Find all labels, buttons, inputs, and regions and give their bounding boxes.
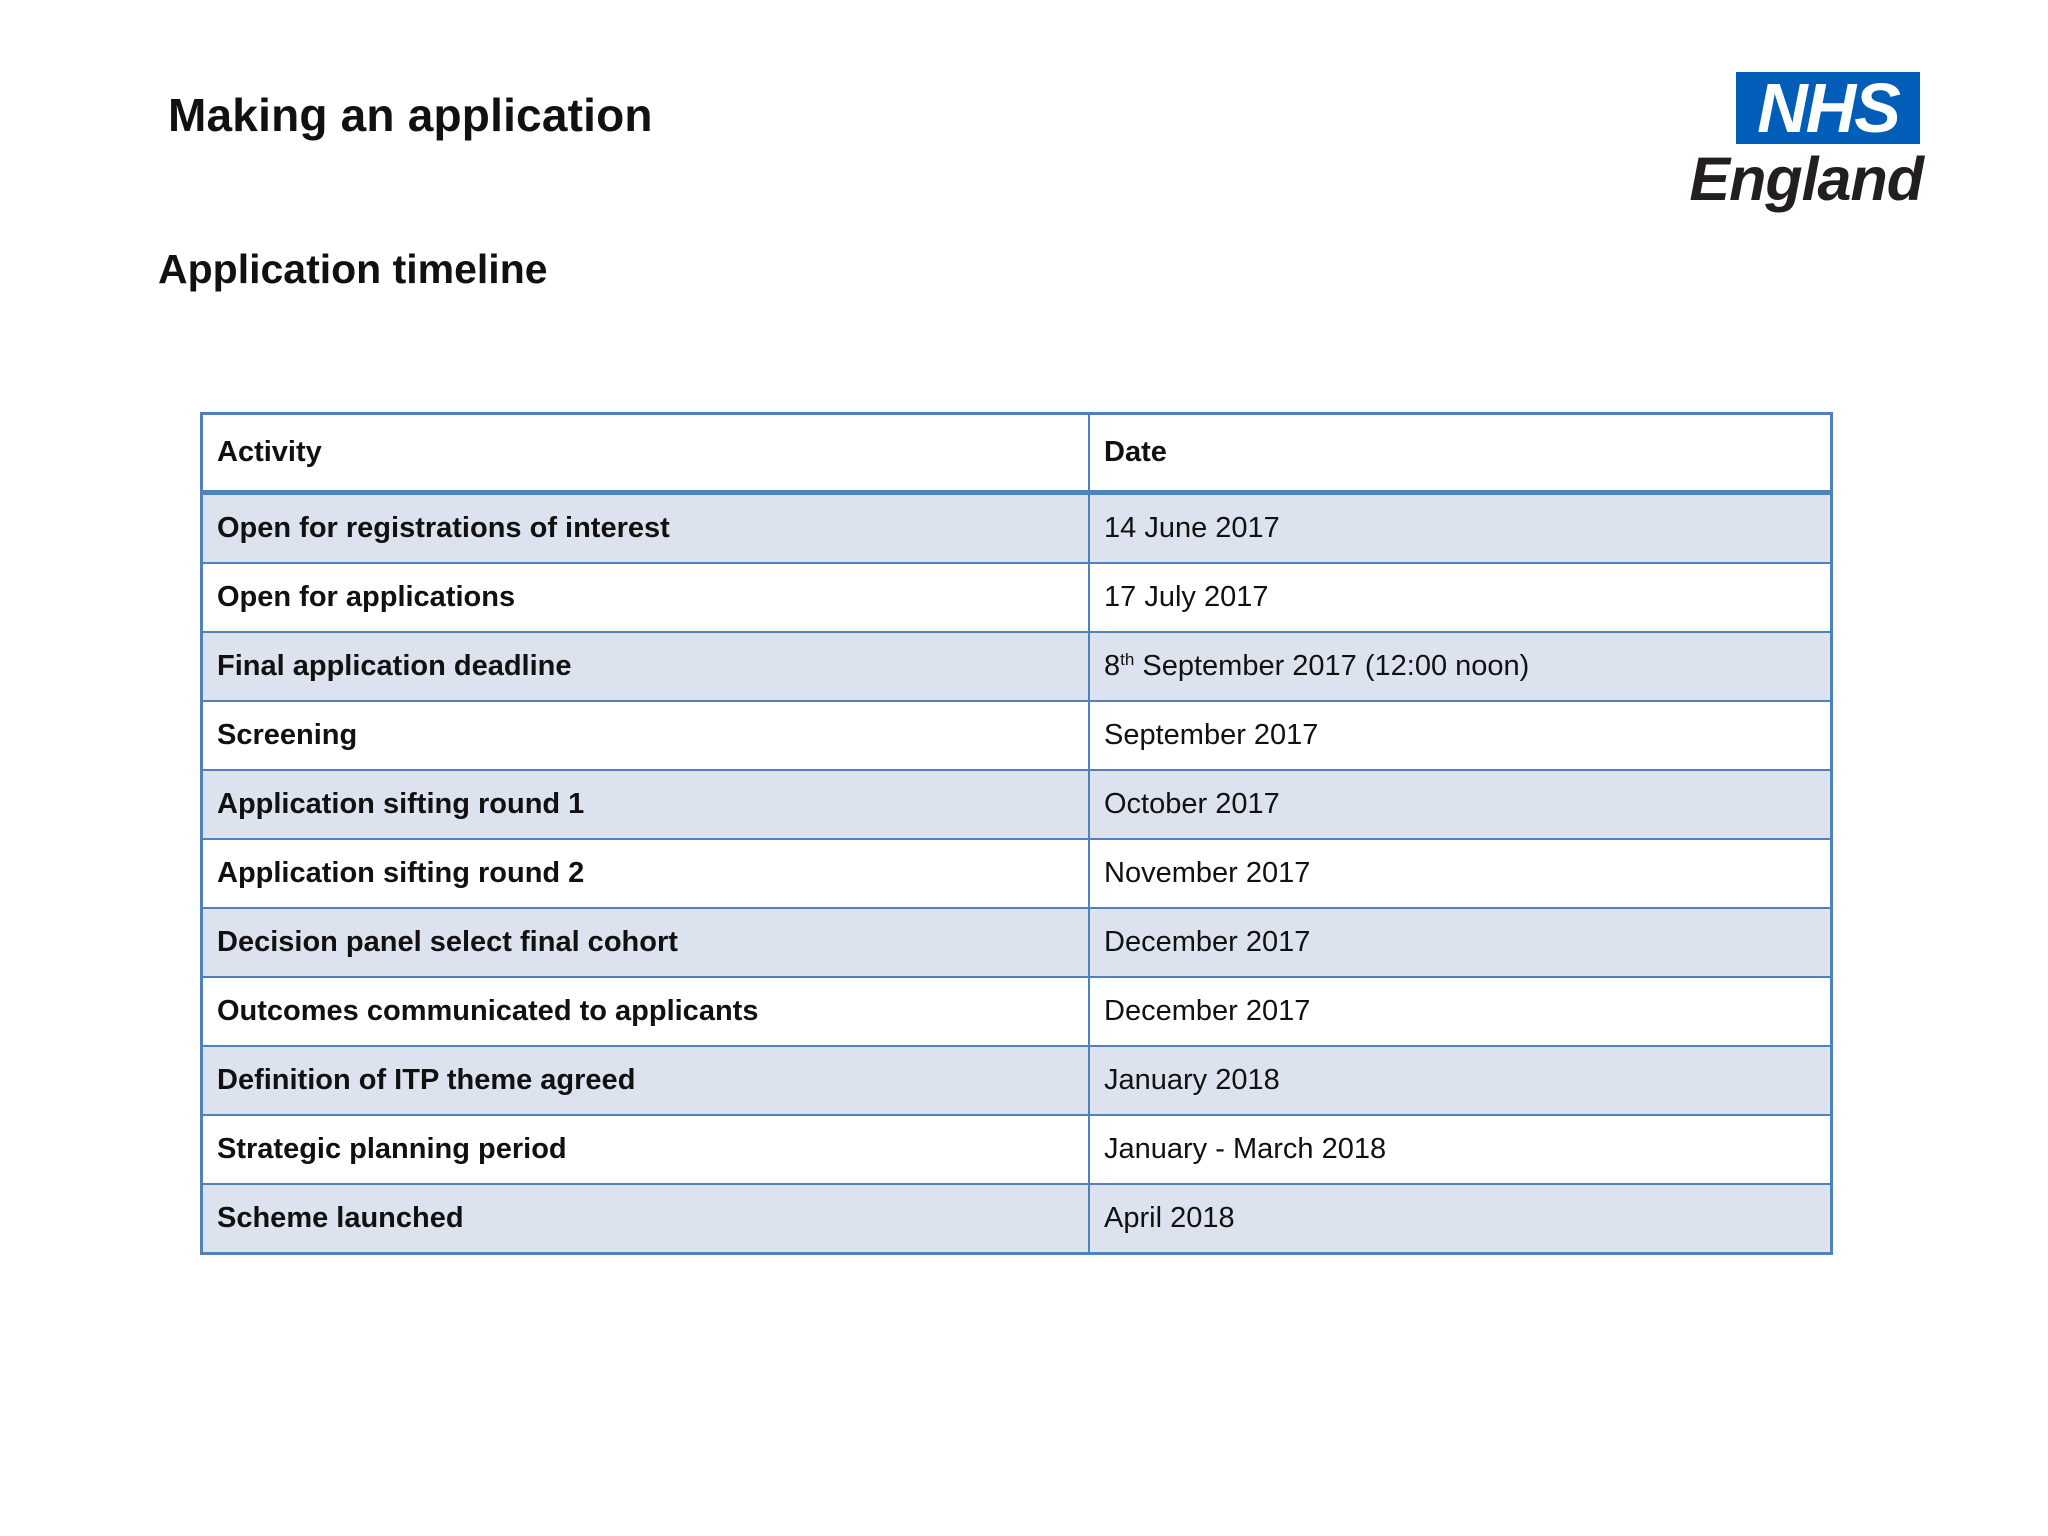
activity-cell: Application sifting round 2 xyxy=(202,839,1090,908)
date-cell: 14 June 2017 xyxy=(1089,493,1832,564)
table-row xyxy=(202,977,1832,1046)
section-title: Application timeline xyxy=(158,246,548,292)
date-cell: December 2017 xyxy=(1089,908,1832,977)
activity-cell: Scheme launched xyxy=(202,1184,1090,1254)
date-cell: September 2017 xyxy=(1089,701,1832,770)
date-cell xyxy=(1089,632,1832,701)
nhs-england-logo xyxy=(1683,69,1923,214)
column-header-activity: Activity xyxy=(202,414,1090,493)
activity-cell: Outcomes communicated to applicants xyxy=(202,977,1090,1046)
date-cell: 17 July 2017 xyxy=(1089,563,1832,632)
activity-cell: Strategic planning period xyxy=(202,1115,1090,1184)
table-row xyxy=(202,563,1832,632)
table-row xyxy=(202,701,1832,770)
application-timeline-table xyxy=(200,412,1833,1255)
date-day: 8 xyxy=(1104,650,1121,682)
table-row xyxy=(202,1046,1832,1115)
date-cell: December 2017 xyxy=(1089,977,1832,1046)
table-row xyxy=(202,770,1832,839)
table-row xyxy=(202,493,1832,564)
activity-cell: Final application deadline xyxy=(202,632,1090,701)
date-cell: October 2017 xyxy=(1089,770,1832,839)
table-row xyxy=(202,632,1832,701)
activity-cell: Application sifting round 1 xyxy=(202,770,1090,839)
activity-cell: Open for applications xyxy=(202,563,1090,632)
table-row xyxy=(202,908,1832,977)
date-rest: September 2017 (12:00 noon) xyxy=(1134,650,1530,682)
activity-cell: Decision panel select final cohort xyxy=(202,908,1090,977)
page-title: Making an application xyxy=(168,89,653,141)
date-ordinal-suffix: th xyxy=(1120,650,1135,669)
activity-cell: Definition of ITP theme agreed xyxy=(202,1046,1090,1115)
activity-cell: Screening xyxy=(202,701,1090,770)
date-cell: November 2017 xyxy=(1089,839,1832,908)
nhs-logo-box: NHS xyxy=(1736,72,1920,144)
date-cell: April 2018 xyxy=(1089,1184,1832,1254)
column-header-date: Date xyxy=(1089,414,1832,493)
date-cell: January - March 2018 xyxy=(1089,1115,1832,1184)
table-row xyxy=(202,1115,1832,1184)
activity-cell: Open for registrations of interest xyxy=(202,493,1090,564)
table-header-row xyxy=(202,414,1832,493)
date-cell: January 2018 xyxy=(1089,1046,1832,1115)
table-row xyxy=(202,1184,1832,1254)
table-row xyxy=(202,839,1832,908)
nhs-logo-word: England xyxy=(1689,145,1923,213)
